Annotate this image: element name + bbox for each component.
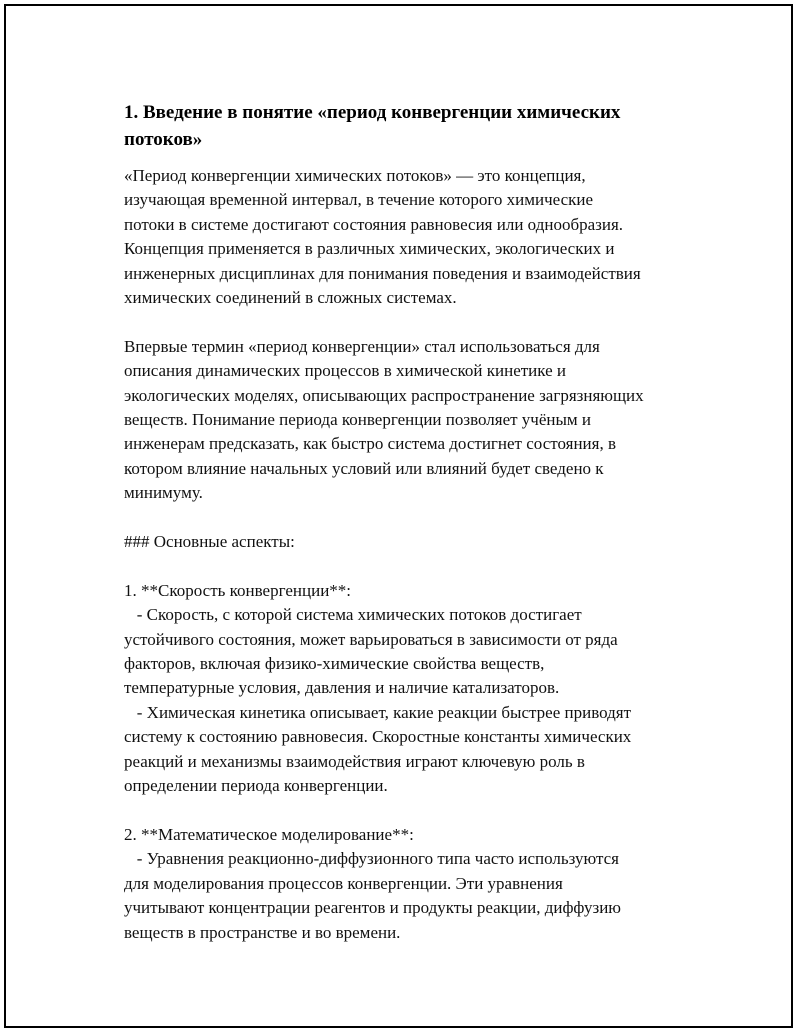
paragraph-history: Впервые термин «период конвергенции» стал использоваться для описания динамических процессов в химической кинетике и экологических моделях, описывающих распространение загрязняющих веществ. Понимание периода конвергенции позволяет учёным и инженерам предсказать, как быстро система достигнет состояния, в котором влияние начальных условий или влияний будет сведено к минимуму. (124, 336, 644, 503)
document-title: 1. Введение в понятие «период конвергенции химических потоков» (124, 102, 621, 150)
list-item-title: 1. **Скорость конвергенции**: (124, 580, 352, 600)
list-item-point: - Уравнения реакционно-диффузионного типа часто используются для моделирования процессов конвергенции. Эти уравнения учитывают концентрации реагентов и продукты реакции, диффузию веществ в пространстве и во времени. (124, 849, 621, 942)
list-item (124, 823, 694, 945)
list-item (124, 579, 694, 799)
list-item-point: - Скорость, с которой система химических потоков достигает устойчивого состояния, может варьироваться в зависимости от ряда факторов, включая физико-химические свойства веществ, температурные условия, давления и наличие катализаторов. (124, 605, 618, 698)
page-frame (4, 4, 793, 1028)
paragraph-intro: «Период конвергенции химических потоков» — это концепция, изучающая временной интервал, в течение которого химические потоки в системе достигают состояния равновесия или однообразия. Концепция применяется в различных химических, экологических и инженерных дисциплинах для понимания поведения и взаимодействия химических соединений в сложных системах. (124, 166, 641, 308)
section-heading: ### Основные аспекты: (124, 532, 295, 552)
document-body (124, 99, 694, 969)
list-item-point: - Химическая кинетика описывает, какие реакции быстрее приводят систему к состоянию равновесия. Скоростные константы химических реакций и механизмы взаимодействия играют ключевую роль в определении периода конвергенции. (124, 702, 632, 796)
list-item-title: 2. **Математическое моделирование**: (124, 824, 414, 844)
